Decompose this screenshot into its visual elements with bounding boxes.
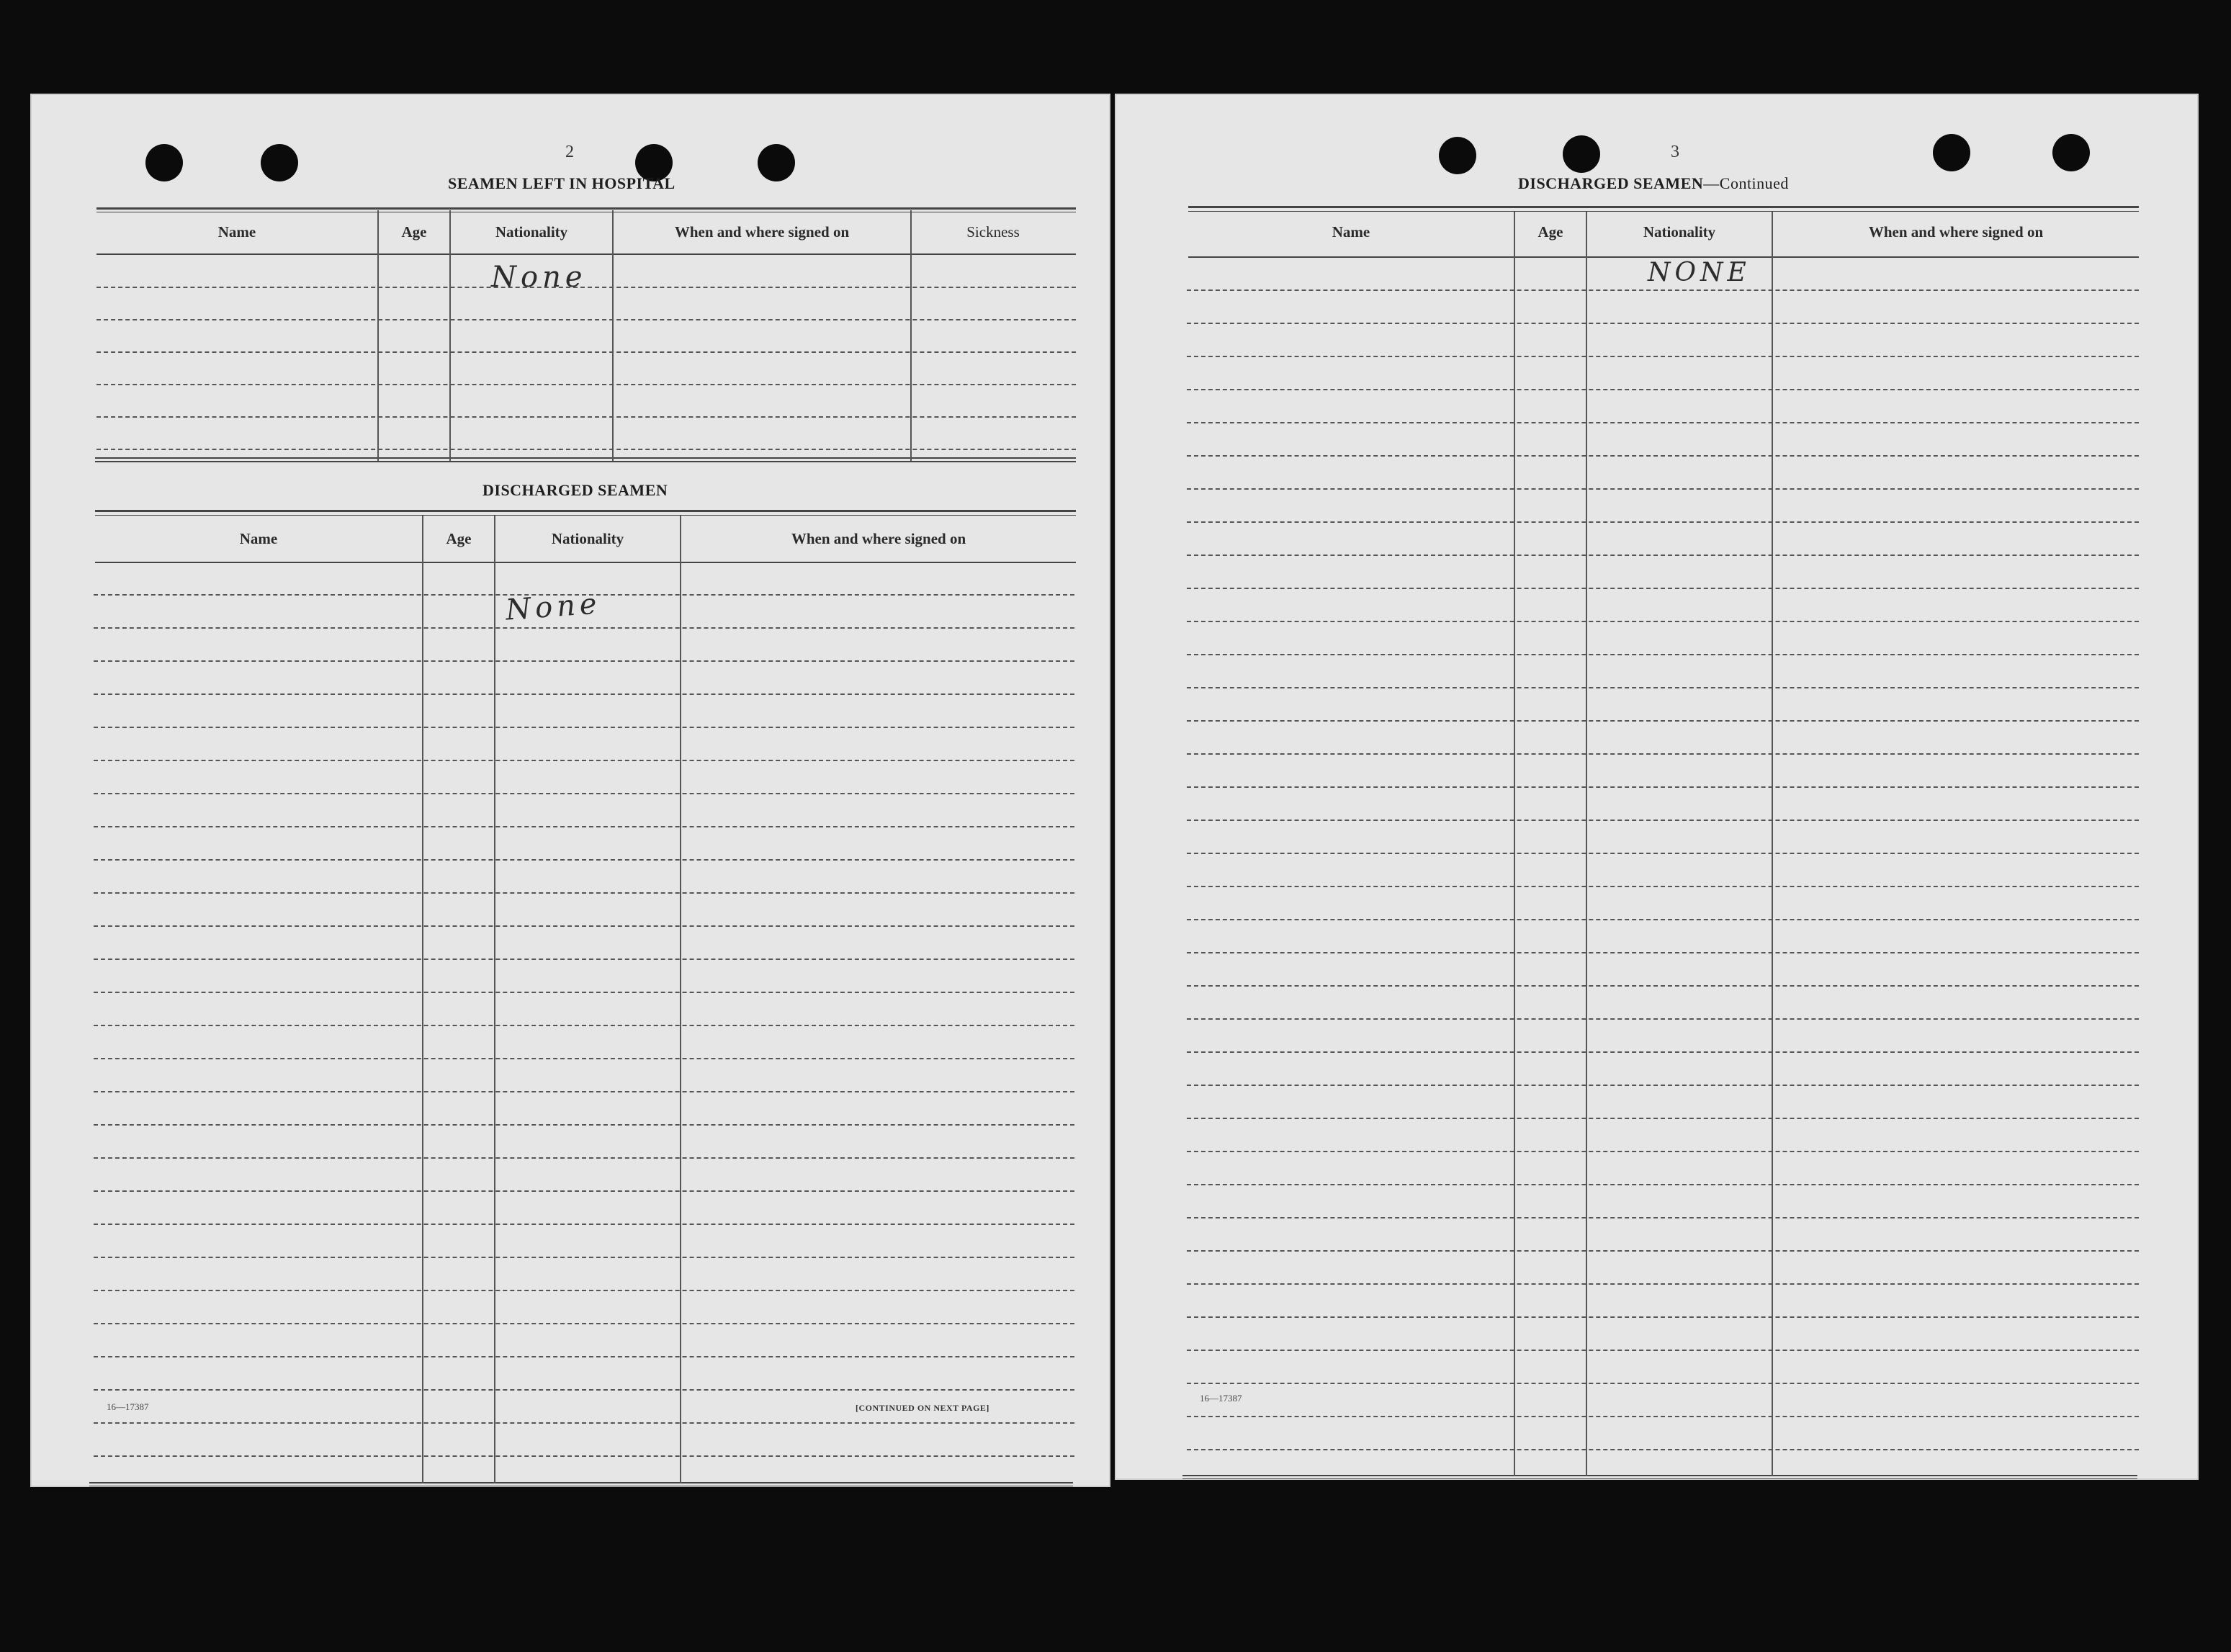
row-line <box>94 693 1074 695</box>
row-line <box>1187 1217 2139 1218</box>
page-number: 2 <box>565 143 574 161</box>
table-top-rule <box>1188 211 2139 212</box>
header-rule <box>95 562 1076 563</box>
row-line <box>1187 886 2139 887</box>
punch-hole <box>2052 134 2090 171</box>
row-line <box>1187 1449 2139 1450</box>
row-line <box>1187 1151 2139 1152</box>
row-line <box>1187 1316 2139 1318</box>
page-number: 3 <box>1671 143 1679 161</box>
header-rule <box>96 253 1076 255</box>
column-divider <box>422 516 423 1483</box>
right-page <box>1115 94 2199 1480</box>
row-line <box>1187 786 2139 788</box>
punch-hole <box>261 144 298 181</box>
column-header-signed-on: When and where signed on <box>1868 223 2044 241</box>
row-line <box>96 351 1076 353</box>
row-line <box>1187 1383 2139 1384</box>
row-line <box>94 1455 1074 1457</box>
row-line <box>1187 289 2139 291</box>
row-line <box>1187 356 2139 357</box>
column-divider <box>680 516 681 1483</box>
hospital-section-title: SEAMEN LEFT IN HOSPITAL <box>448 174 675 192</box>
row-line <box>1187 588 2139 589</box>
section-title-suffix: —Continued <box>1703 174 1789 192</box>
table-top-rule <box>95 515 1076 516</box>
column-divider <box>1586 212 1587 1476</box>
left-page <box>30 94 1110 1487</box>
column-header-nationality: Nationality <box>495 223 568 241</box>
row-line <box>94 727 1074 728</box>
row-line <box>1187 820 2139 821</box>
row-line <box>1187 1085 2139 1086</box>
row-line <box>94 959 1074 960</box>
row-line <box>94 826 1074 827</box>
row-line <box>1187 853 2139 854</box>
row-line <box>1187 621 2139 622</box>
column-header-age: Age <box>1538 223 1563 241</box>
column-divider <box>910 210 912 461</box>
continued-note: [CONTINUED ON NEXT PAGE] <box>856 1403 989 1413</box>
table-bottom-rule <box>89 1482 1073 1483</box>
row-line <box>94 1025 1074 1026</box>
table-top-rule <box>96 207 1076 210</box>
row-line <box>1187 1350 2139 1351</box>
row-line <box>1187 323 2139 324</box>
column-header-nationality: Nationality <box>1643 223 1716 241</box>
row-line <box>96 449 1076 450</box>
row-line <box>1187 1184 2139 1185</box>
column-divider <box>1514 212 1515 1476</box>
row-line <box>94 660 1074 662</box>
column-header-age: Age <box>446 530 472 547</box>
row-line <box>94 1257 1074 1258</box>
column-header-name: Name <box>239 530 278 547</box>
row-line <box>94 1190 1074 1192</box>
column-header-sickness: Sickness <box>966 223 1020 241</box>
row-line <box>94 859 1074 861</box>
row-line <box>1187 389 2139 390</box>
column-divider <box>377 210 379 461</box>
row-line <box>94 760 1074 761</box>
column-header-name: Name <box>217 223 256 241</box>
row-line <box>94 1356 1074 1357</box>
row-line <box>1187 1018 2139 1020</box>
row-line <box>1187 422 2139 423</box>
section-title-text: DISCHARGED SEAMEN <box>1518 174 1704 192</box>
punch-hole <box>1933 134 1970 171</box>
row-line <box>1187 687 2139 688</box>
row-line <box>96 416 1076 418</box>
row-line <box>94 1323 1074 1324</box>
row-line <box>94 1091 1074 1092</box>
punch-hole <box>145 144 183 181</box>
discharged-continued-title <box>1518 174 1789 193</box>
row-line <box>94 892 1074 894</box>
row-line <box>1187 1051 2139 1053</box>
handwritten-entry-none: None <box>504 587 602 627</box>
column-header-signed-on: When and where signed on <box>791 530 966 547</box>
handwritten-entry-none: None <box>491 261 587 294</box>
punch-hole <box>1563 135 1600 173</box>
column-header-nationality: Nationality <box>551 530 624 547</box>
table-bottom-rule <box>95 457 1076 459</box>
row-line <box>94 1224 1074 1225</box>
column-divider <box>1772 212 1773 1476</box>
row-line <box>94 1124 1074 1126</box>
row-line <box>1187 753 2139 755</box>
row-line <box>96 384 1076 385</box>
row-line <box>1187 985 2139 987</box>
row-line <box>1187 1283 2139 1285</box>
row-line <box>1187 1416 2139 1417</box>
row-line <box>96 319 1076 320</box>
row-line <box>1187 654 2139 655</box>
form-number: 16—17387 <box>1200 1393 1242 1404</box>
form-number: 16—17387 <box>107 1401 149 1412</box>
table-bottom-rule <box>95 461 1076 462</box>
column-divider <box>612 210 614 461</box>
column-divider <box>449 210 451 461</box>
row-line <box>94 1058 1074 1059</box>
row-line <box>1187 521 2139 523</box>
column-divider <box>494 516 495 1483</box>
punch-hole <box>1439 137 1476 174</box>
row-line <box>1187 919 2139 920</box>
row-line <box>94 925 1074 927</box>
row-line <box>94 627 1074 629</box>
handwritten-entry-none: NONE <box>1648 258 1751 287</box>
row-line <box>1187 455 2139 457</box>
table-bottom-rule <box>1182 1478 2137 1479</box>
punch-hole <box>758 144 795 181</box>
row-line <box>94 1290 1074 1291</box>
table-top-rule <box>95 510 1076 512</box>
column-header-name: Name <box>1332 223 1370 241</box>
row-line <box>94 793 1074 794</box>
row-line <box>1187 952 2139 953</box>
table-bottom-rule <box>1182 1475 2137 1476</box>
row-line <box>1187 1118 2139 1119</box>
row-line <box>1187 720 2139 722</box>
table-top-rule <box>1188 206 2139 208</box>
row-line <box>94 1157 1074 1159</box>
row-line <box>1187 1250 2139 1252</box>
row-line <box>94 1389 1074 1391</box>
row-line <box>94 992 1074 993</box>
column-header-age: Age <box>401 223 427 241</box>
column-header-signed-on: When and where signed on <box>674 223 850 241</box>
row-line <box>1187 555 2139 556</box>
row-line <box>1187 488 2139 490</box>
discharged-section-title: DISCHARGED SEAMEN <box>482 481 668 499</box>
row-line <box>94 1422 1074 1424</box>
